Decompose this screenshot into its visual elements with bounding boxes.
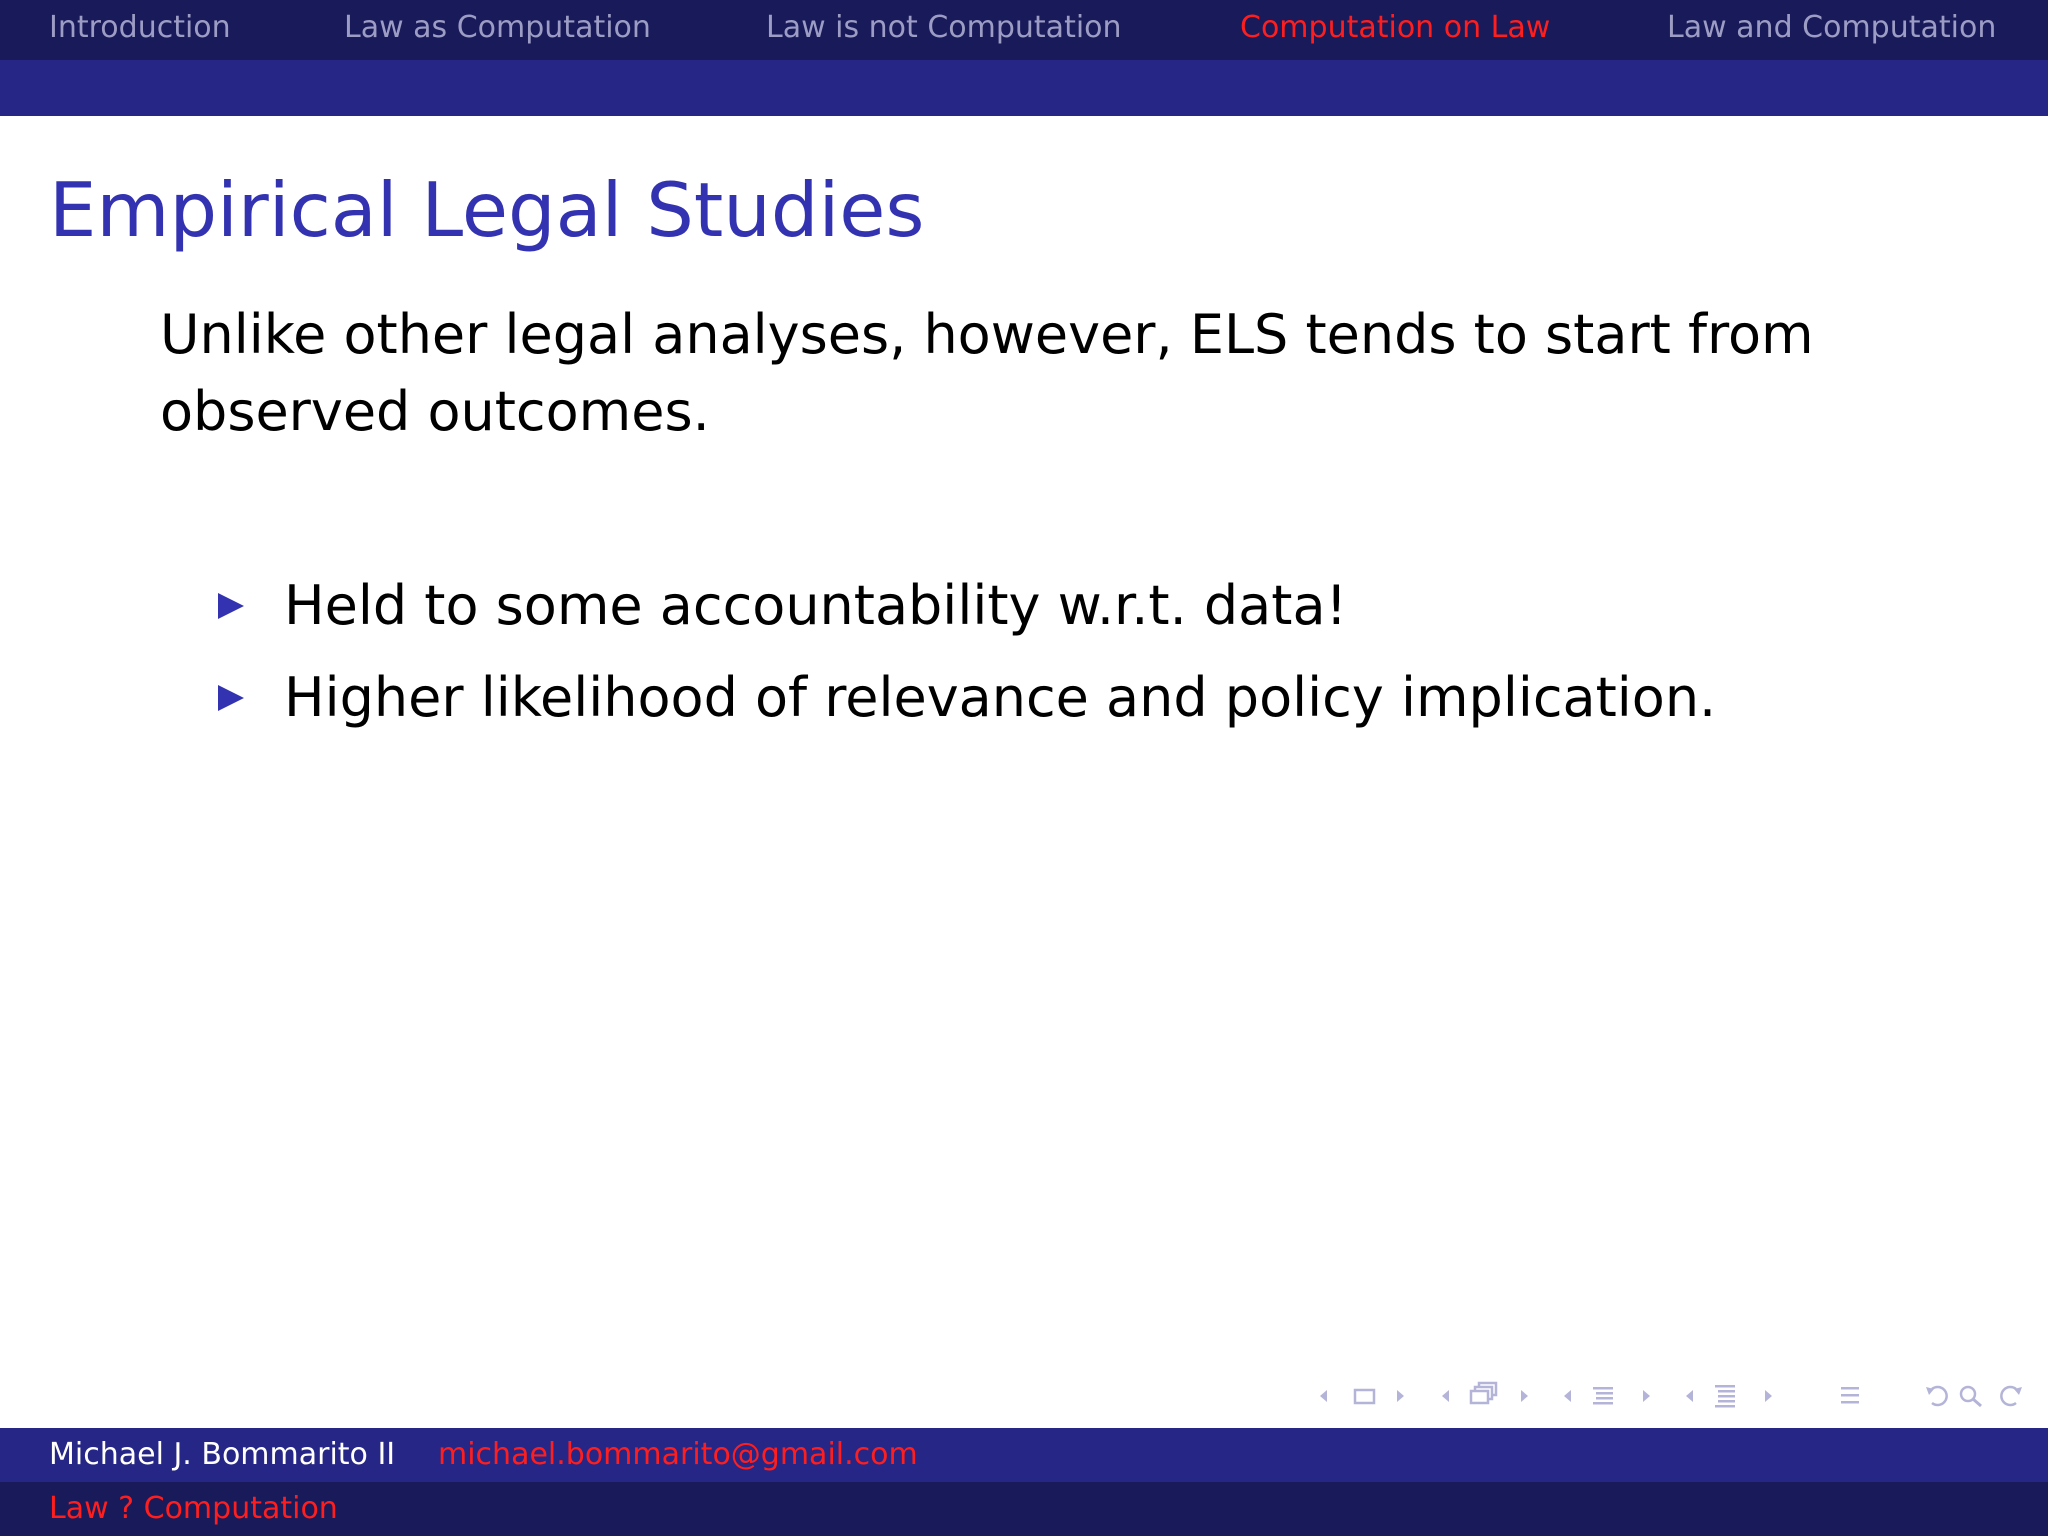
presentation-short-title: Law ? Computation: [49, 1491, 338, 1526]
search-icon[interactable]: [1956, 1378, 1986, 1414]
nav-section-law-is-not-computation[interactable]: Law is not Computation: [766, 10, 1122, 45]
frame-icon[interactable]: [1352, 1378, 1378, 1414]
next-arrow-icon[interactable]: [1518, 1378, 1532, 1414]
next-arrow-icon[interactable]: [1640, 1378, 1654, 1414]
document-icon[interactable]: [1712, 1378, 1738, 1414]
bullet-text: Held to some accountability w.r.t. data!: [284, 574, 1348, 637]
prev-arrow-icon[interactable]: [1316, 1378, 1330, 1414]
prev-arrow-icon[interactable]: [1682, 1378, 1696, 1414]
prev-arrow-icon[interactable]: [1560, 1378, 1574, 1414]
footer-author-bar: [0, 1428, 2048, 1482]
nav-section-law-and-computation[interactable]: Law and Computation: [1667, 10, 1997, 45]
triangle-bullet-icon: [218, 593, 244, 619]
navigation-symbols: [1310, 1378, 2040, 1414]
back-icon[interactable]: [1922, 1378, 1956, 1414]
next-arrow-icon[interactable]: [1394, 1378, 1408, 1414]
next-arrow-icon[interactable]: [1762, 1378, 1776, 1414]
triangle-bullet-icon: [218, 685, 244, 711]
subsection-bar: [0, 60, 2048, 116]
section-icon[interactable]: [1590, 1378, 1616, 1414]
intro-paragraph: Unlike other legal analyses, however, ELS tends to start from observed outcomes.: [160, 303, 1814, 443]
frame-title: Empirical Legal Studies: [49, 166, 925, 254]
author-email-link[interactable]: michael.bommarito@gmail.com: [438, 1437, 918, 1472]
appendix-icon[interactable]: [1838, 1378, 1864, 1414]
section-navigation-bar: [0, 0, 2048, 60]
bullet-list: [218, 560, 1716, 744]
list-item: [218, 560, 1716, 652]
list-item: [218, 652, 1716, 744]
nav-section-law-as-computation[interactable]: Law as Computation: [344, 10, 651, 45]
nav-section-computation-on-law[interactable]: Computation on Law: [1240, 10, 1551, 45]
subsection-icon[interactable]: [1468, 1378, 1502, 1414]
footer-title-bar: [0, 1482, 2048, 1536]
forward-icon[interactable]: [1992, 1378, 2026, 1414]
bullet-text: Higher likelihood of relevance and policy implication.: [284, 666, 1717, 729]
prev-arrow-icon[interactable]: [1438, 1378, 1452, 1414]
nav-section-introduction[interactable]: Introduction: [49, 10, 231, 45]
author-name: Michael J. Bommarito II: [49, 1437, 396, 1472]
